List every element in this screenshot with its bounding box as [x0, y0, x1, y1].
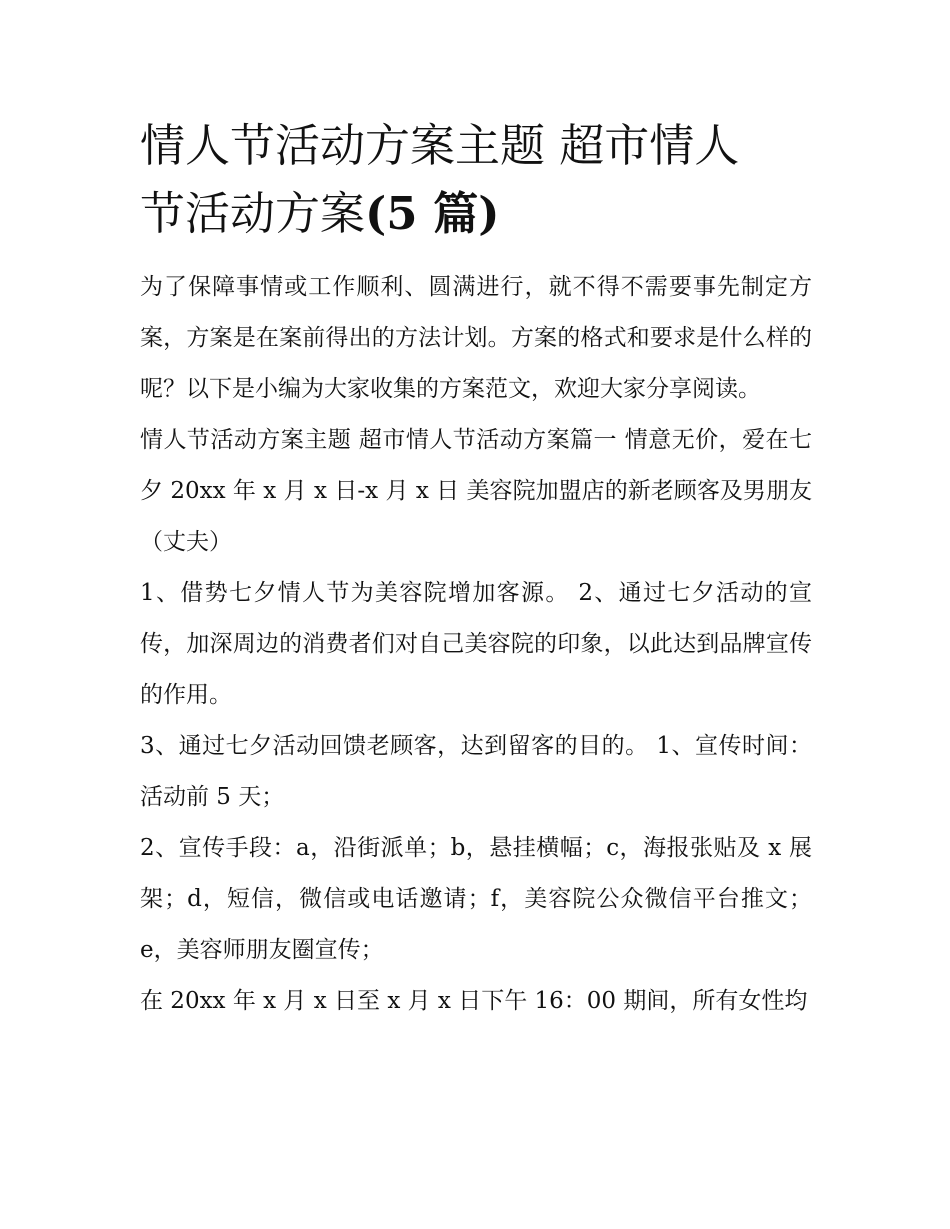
- body-paragraph-event-period: 在 20xx 年 x 月 x 日至 x 月 x 日下午 16：00 期间，所有女性均: [140, 988, 808, 1014]
- body-paragraph-promotion-time: 3、通过七夕活动回馈老顾客，达到留客的目的。 1、宣传时间：活动前 5 天；: [140, 733, 812, 810]
- body-paragraph-theme: 情人节活动方案主题 超市情人节活动方案篇一 情意无价，爱在七夕 20xx 年 x 月 x 日-x 月 x 日 美容院加盟店的新老顾客及男朋友（丈夫）: [140, 427, 812, 555]
- title-count: (5 篇): [365, 187, 500, 240]
- body-paragraph-goals: 1、借势七夕情人节为美容院增加客源。 2、通过七夕活动的宣传，加深周边的消费者们对自己美容院的印象，以此达到品牌宣传的作用。: [140, 580, 812, 708]
- title-line-2: 节活动方案: [140, 187, 366, 240]
- title-line-1: 情人节活动方案主题 超市情人: [140, 119, 740, 172]
- document-title: [140, 112, 812, 248]
- intro-paragraph: 为了保障事情或工作顺利、圆满进行，就不得不需要事先制定方案，方案是在案前得出的方法计划。方案的格式和要求是什么样的呢？以下是小编为大家收集的方案范文，欢迎大家分享阅读。: [140, 274, 812, 402]
- document-content: [140, 112, 812, 1027]
- body-paragraph-promotion-methods: 2、宣传手段：a，沿街派单；b，悬挂横幅；c，海报张贴及 x 展架；d，短信，微信或电话邀请；f，美容院公众微信平台推文；e，美容师朋友圈宣传；: [140, 835, 812, 963]
